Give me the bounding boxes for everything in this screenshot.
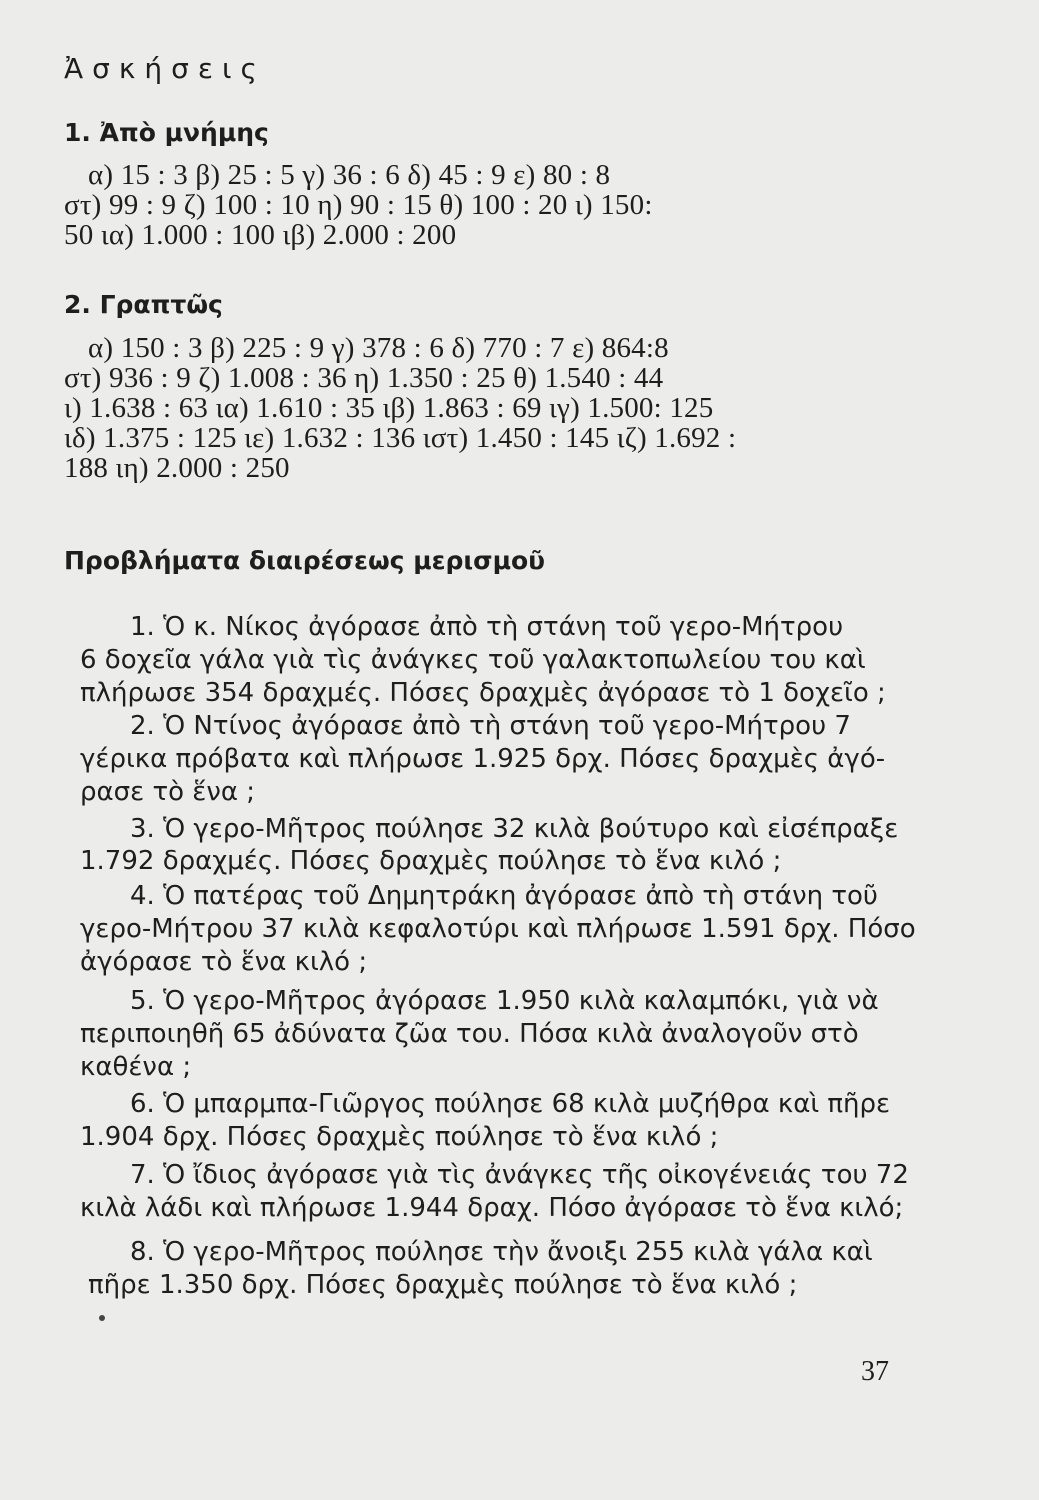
section-heading-written: 2. Γραπτῶς xyxy=(64,290,223,319)
exercise-line: ιδ) 1.375 : 125 ιε) 1.632 : 136 ιστ) 1.450 : 145 ιζ) 1.692 : xyxy=(64,422,737,454)
problem-line: 2. Ὁ Ντίνος ἀγόρασε ἀπὸ τὴ στάνη τοῦ γερο-Μήτρου 7 xyxy=(130,711,851,741)
page-title: Ἀσκήσεις xyxy=(64,52,266,85)
exercise-line: α) 15 : 3 β) 25 : 5 γ) 36 : 6 δ) 45 : 9 ε) 80 : 8 xyxy=(88,159,611,191)
problem-line: 6 δοχεῖα γάλα γιὰ τὶς ἀνάγκες τοῦ γαλακτοπωλείου του καὶ xyxy=(80,645,866,675)
exercise-line: 50 ια) 1.000 : 100 ιβ) 2.000 : 200 xyxy=(64,219,457,251)
problem-line: 5. Ὁ γερο-Μῆτρος ἀγόρασε 1.950 κιλὰ καλαμπόκι, γιὰ νὰ xyxy=(130,986,879,1016)
problem-line: 4. Ὁ πατέρας τοῦ Δημητράκη ἀγόρασε ἀπὸ τὴ στάνη τοῦ xyxy=(130,881,878,911)
problem-line: περιποιηθῆ 65 ἀδύνατα ζῶα του. Πόσα κιλὰ ἀναλογοῦν στὸ xyxy=(80,1019,859,1049)
problem-line: πλήρωσε 354 δραχμές. Πόσες δραχμὲς ἀγόρασε τὸ 1 δοχεῖο ; xyxy=(80,678,886,708)
exercise-line: α) 150 : 3 β) 225 : 9 γ) 378 : 6 δ) 770 : 7 ε) 864:8 xyxy=(88,332,669,364)
exercise-line: ι) 1.638 : 63 ια) 1.610 : 35 ιβ) 1.863 : 69 ιγ) 1.500: 125 xyxy=(64,392,714,424)
problem-line: ρασε τὸ ἕνα ; xyxy=(80,777,256,807)
section-heading-problems: Προβλήματα διαιρέσεως μερισμοῦ xyxy=(64,546,546,575)
problem-line: 1.904 δρχ. Πόσες δραχμὲς πούλησε τὸ ἕνα κιλό ; xyxy=(80,1122,719,1152)
exercise-line: 188 ιη) 2.000 : 250 xyxy=(64,452,290,484)
problem-line: 1.792 δραχμές. Πόσες δραχμὲς πούλησε τὸ ἕνα κιλό ; xyxy=(80,846,782,876)
exercise-line: στ) 936 : 9 ζ) 1.008 : 36 η) 1.350 : 25 θ) 1.540 : 44 xyxy=(64,362,664,394)
problem-line: 3. Ὁ γερο-Μῆτρος πούλησε 32 κιλὰ βούτυρο καὶ εἰσέπραξε xyxy=(130,814,899,844)
problem-line: πῆρε 1.350 δρχ. Πόσες δραχμὲς πούλησε τὸ ἕνα κιλό ; xyxy=(88,1270,798,1300)
problem-line: γέρικα πρόβατα καὶ πλήρωσε 1.925 δρχ. Πόσες δραχμὲς ἀγό- xyxy=(80,744,886,774)
problem-line: 6. Ὁ μπαρμπα-Γιῶργος πούλησε 68 κιλὰ μυζήθρα καὶ πῆρε xyxy=(130,1089,891,1119)
problem-line: κιλὰ λάδι καὶ πλήρωσε 1.944 δραχ. Πόσο ἀγόρασε τὸ ἕνα κιλό; xyxy=(80,1193,904,1223)
problem-line: γερο-Μήτρου 37 κιλὰ κεφαλοτύρι καὶ πλήρωσε 1.591 δρχ. Πόσο xyxy=(80,914,916,944)
page-number: 37 xyxy=(861,1356,889,1387)
problem-line: 7. Ὁ ἴδιος ἀγόρασε γιὰ τὶς ἀνάγκες τῆς οἰκογένειάς του 72 xyxy=(130,1160,909,1190)
problem-line: ἀγόρασε τὸ ἕνα κιλό ; xyxy=(80,947,368,977)
section-heading-memory: 1. Ἀπὸ μνήμης xyxy=(64,118,269,147)
problem-line: καθένα ; xyxy=(80,1052,192,1082)
problem-line: 1. Ὁ κ. Νίκος ἀγόρασε ἀπὸ τὴ στάνη τοῦ γερο-Μήτρου xyxy=(130,612,844,642)
problem-line: 8. Ὁ γερο-Μῆτρος πούλησε τὴν ἄνοιξι 255 κιλὰ γάλα καὶ xyxy=(130,1237,873,1267)
ink-dot xyxy=(99,1315,105,1321)
exercise-line: στ) 99 : 9 ζ) 100 : 10 η) 90 : 15 θ) 100 : 20 ι) 150: xyxy=(64,189,653,221)
